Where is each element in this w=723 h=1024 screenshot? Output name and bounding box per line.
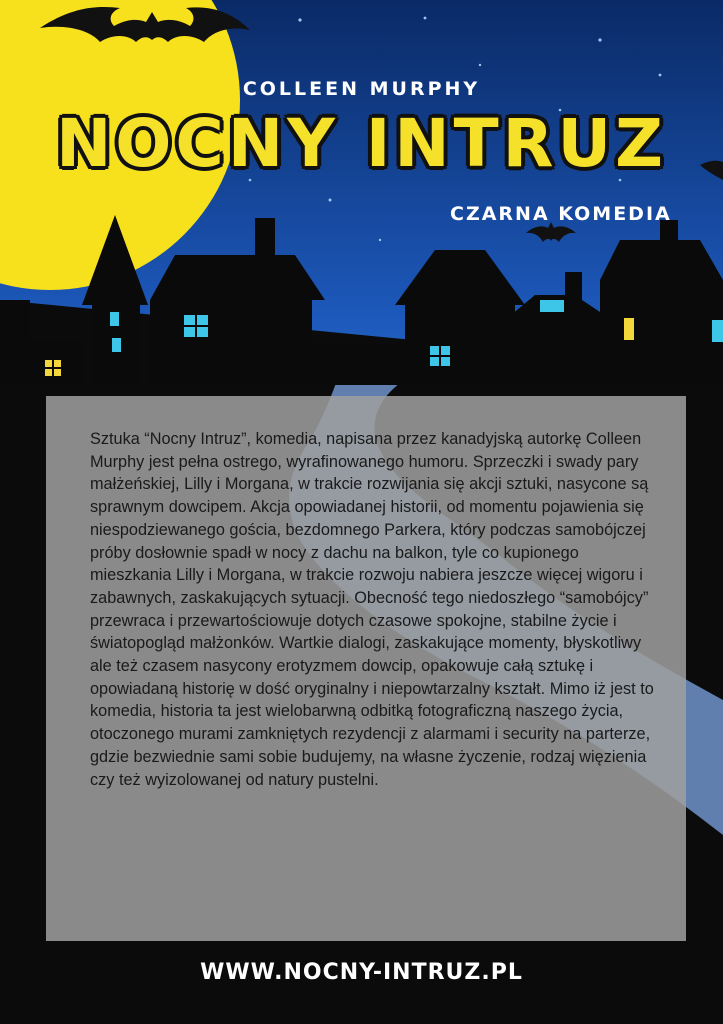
poster-subtitle: CZARNA KOMEDIA: [450, 203, 672, 225]
website-link[interactable]: WWW.NOCNY-INTRUZ.PL: [200, 960, 523, 985]
star-icon: [298, 18, 301, 21]
window: [624, 318, 634, 340]
house-icon: [600, 220, 723, 385]
window: [540, 300, 564, 312]
window: [712, 320, 723, 342]
houses: [0, 215, 723, 385]
description-text: Sztuka “Nocny Intruz”, komedia, napisana przez kanadyjską autorkę Colleen Murphy jest pełna ostrego, wyrafinowanego humoru. Sprzeczki i swady pary małżeńskiej, Lilly i Morgana, w trakcie rozwijania się akcji sztuki, nasycone są sprawnym dowcipem. Akcja opowiadanej historii, od momentu pojawienia się niespodziewanego gościa, bezdomnego Parkera, który podczas samobójczej próby dosłownie spadł w nocy z dachu na balkon, tyle co kupionego mieszkania Lilly i Morgana, w trakcie rozwoju nabiera jeszcze więcej wigoru i zabawnych, zaskakujących sytuacji. Obecność tego niedoszłego “samobójcy” przewraca i przewartościowuje dotych czasowe spokojne, stabilne życie i światopogląd małżonków. Wartkie dialogi, zaskakujące momenty, błyskotliwy ale też czasem nasycony erotyzmem dowcip, opakowuje całą sztukę i opowiadaną historię w dość oryginalny i niepowtarzalny kształt. Mimo iż jest to komedia, historia ta jest wielobarwną odbitką fotograficzną naszego życia, otoczonego murami zamkniętych rezydencji z alarmami i security na parterze, gdzie bezwiednie sami sobie budujemy, na własne życzenie, rodzaj więzienia czy też wyizolowanej od natury pustelni.: [90, 430, 654, 789]
star-icon: [598, 38, 601, 41]
star-icon: [329, 199, 332, 202]
description-box: [46, 396, 686, 941]
window: [110, 312, 119, 326]
house-icon: [505, 272, 612, 385]
window: [112, 338, 121, 352]
star-icon: [379, 239, 381, 241]
star-icon: [659, 74, 662, 77]
poster-title: NOCNY INTRUZ: [56, 105, 667, 182]
house-icon: [150, 218, 325, 385]
author-name: COLLEEN MURPHY: [242, 78, 481, 100]
bat-icon: [526, 222, 576, 242]
star-icon: [424, 17, 427, 20]
star-icon: [479, 64, 481, 66]
